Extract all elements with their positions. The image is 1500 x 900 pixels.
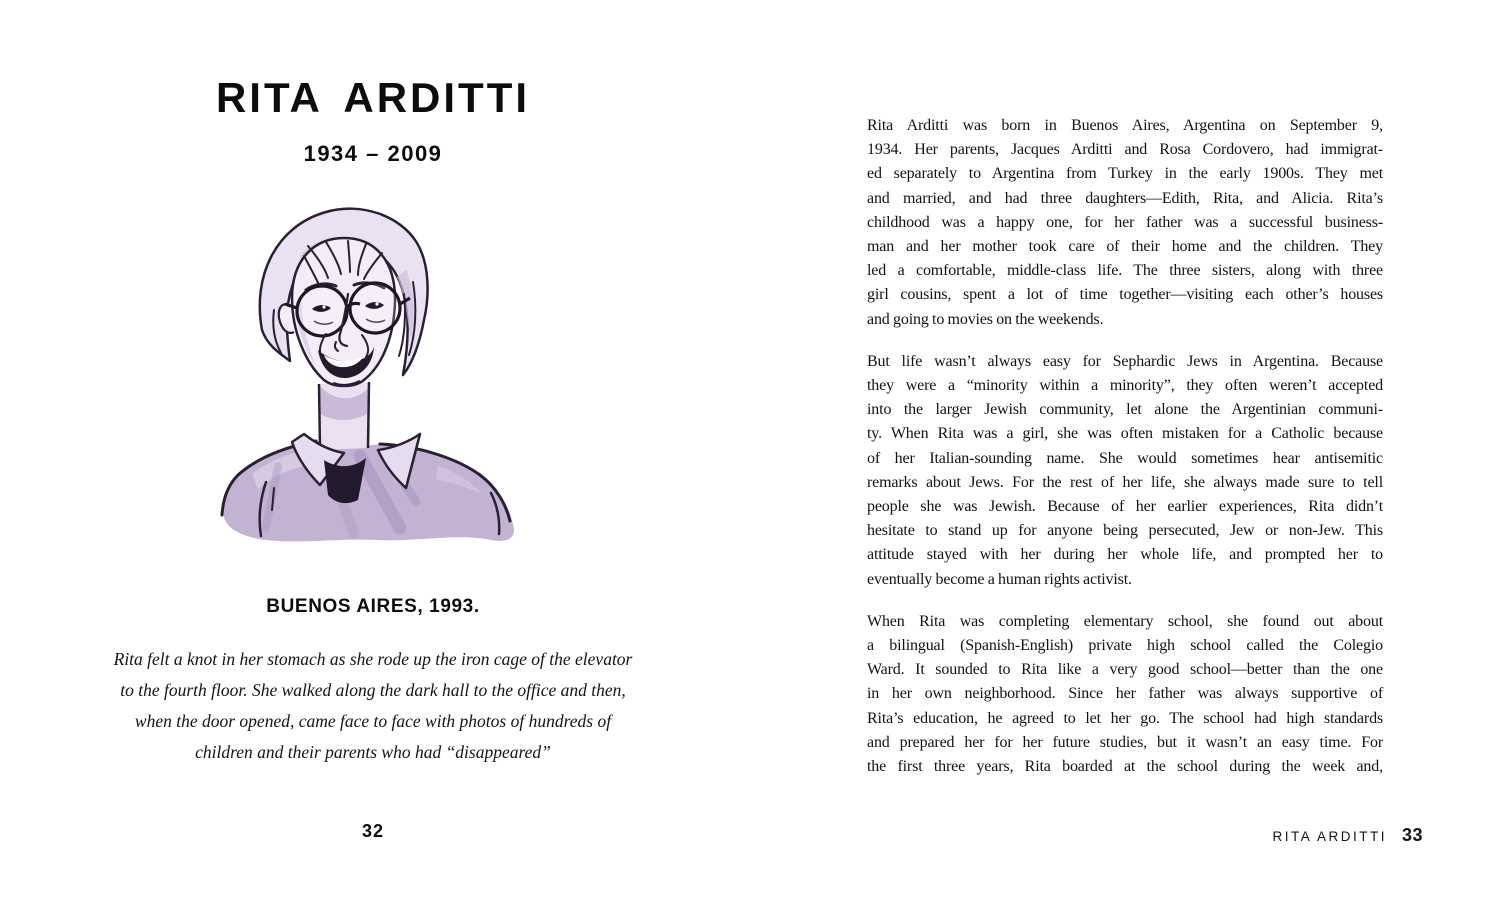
text-line: 1934. Her parents, Jacques Arditti and Rosa Cordovero, had immigrat- [867, 141, 1383, 159]
text-line: childhood was a happy one, for her father was a successful business- [867, 213, 1383, 231]
text-line: they were a “minority within a minority”, they often weren’t accepted [867, 377, 1383, 395]
text-line: remarks about Jews. For the rest of her life, she always made sure to tell [867, 473, 1383, 491]
text-line: in her own neighborhood. Since her father was always supportive of [867, 685, 1383, 703]
text-line: of her Italian-sounding name. She would sometimes hear antisemitic [867, 449, 1383, 467]
text-line: hesitate to stand up for anyone being persecuted, Jew or non-Jew. This [867, 522, 1383, 540]
page-number-right: 33 [1401, 825, 1423, 845]
paragraph-3 [867, 610, 1383, 779]
text-line: and prepared her for her future studies, but it wasn’t an easy time. For [867, 733, 1383, 751]
intro-passage [63, 644, 683, 768]
running-footer [1272, 825, 1423, 846]
intro-line: children and their parents who had “disappeared” [195, 742, 551, 762]
rita-arditti-portrait-illustration [208, 198, 538, 546]
text-line: a bilingual (Spanish-English) private high school called the Colegio [867, 637, 1383, 655]
running-footer-title: RITA ARDITTI [1272, 829, 1387, 844]
page-number-left: 32 [361, 821, 385, 841]
life-years: 1934 – 2009 [303, 141, 443, 166]
text-line: Ward. It sounded to Rita like a very good school—better than the one [867, 661, 1383, 679]
paragraph-1 [867, 114, 1383, 332]
text-line: the first three years, Rita boarded at the school during the week and, [867, 758, 1383, 776]
text-line: people she was Jewish. Because of her earlier experiences, Rita didn’t [867, 498, 1383, 516]
text-line: and going to movies on the weekends. [867, 310, 1104, 328]
text-line: But life wasn’t always easy for Sephardic Jews in Argentina. Because [867, 352, 1383, 370]
text-line: man and her mother took care of their home and the children. They [867, 238, 1383, 256]
text-line: Rita’s education, he agreed to let her go. The school had high standards [867, 709, 1383, 727]
text-line: eventually become a human rights activist. [867, 570, 1132, 588]
right-page [750, 0, 1500, 900]
paragraph-2 [867, 350, 1383, 592]
text-line: led a comfortable, middle-class life. The three sisters, along with three [867, 262, 1383, 280]
text-line: ty. When Rita was a girl, she was often mistaken for a Catholic because [867, 425, 1383, 443]
portrait-drawing [208, 198, 538, 546]
scene-caption: BUENOS AIRES, 1993. [266, 596, 480, 617]
intro-line: when the door opened, came face to face with photos of hundreds of [134, 711, 612, 731]
text-line: When Rita was completing elementary school, she found out about [867, 612, 1383, 630]
text-line: into the larger Jewish community, let alone the Argentinian communi- [867, 401, 1383, 419]
intro-line: Rita felt a knot in her stomach as she rode up the iron cage of the elevator [113, 649, 633, 669]
body-text-column [867, 114, 1383, 797]
text-line: girl cousins, spent a lot of time together—visiting each other’s houses [867, 286, 1383, 304]
text-line: ed separately to Argentina from Turkey in the early 1900s. They met [867, 165, 1383, 183]
text-line: and married, and had three daughters—Edith, Rita, and Alicia. Rita’s [867, 189, 1383, 207]
intro-line: to the fourth floor. She walked along the dark hall to the office and then, [120, 680, 626, 700]
text-line: attitude stayed with her during her whole life, and prompted her to [867, 546, 1383, 564]
chapter-title: RITA ARDITTI [215, 74, 531, 121]
text-line: Rita Arditti was born in Buenos Aires, Argentina on September 9, [867, 117, 1383, 134]
